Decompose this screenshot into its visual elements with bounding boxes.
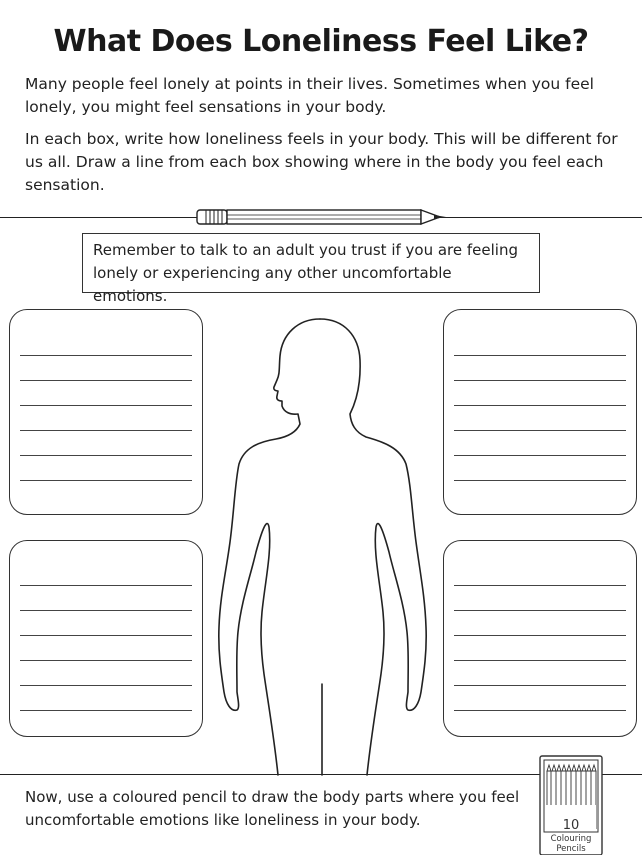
colouring-pencils-icon (539, 755, 603, 855)
intro-paragraph-1: Many people feel lonely at points in their lives. Sometimes when you feel lonely, you might feel sensations in your body. (25, 75, 594, 116)
writing-line[interactable] (20, 660, 192, 661)
writing-line[interactable] (20, 430, 192, 431)
pencil-count: 10 (562, 818, 580, 833)
writing-box-top-right[interactable] (443, 309, 637, 515)
writing-line[interactable] (454, 610, 626, 611)
writing-line[interactable] (20, 355, 192, 356)
writing-line[interactable] (454, 355, 626, 356)
writing-line[interactable] (454, 710, 626, 711)
writing-line[interactable] (20, 455, 192, 456)
writing-line[interactable] (454, 660, 626, 661)
writing-line[interactable] (454, 635, 626, 636)
writing-line[interactable] (454, 405, 626, 406)
writing-line[interactable] (454, 380, 626, 381)
writing-line[interactable] (454, 480, 626, 481)
reminder-box: Remember to talk to an adult you trust if you are feeling lonely or experiencing any other uncomfortable emotions. (82, 233, 540, 293)
writing-line[interactable] (20, 710, 192, 711)
pencil-label-1: Colouring (550, 834, 592, 844)
intro-paragraph-2: In each box, write how loneliness feels in your body. This will be different for us all. Draw a line from each box showing where in the body you feel each sensation. (25, 130, 618, 194)
pencil-icon (196, 207, 448, 227)
writing-line[interactable] (20, 585, 192, 586)
pencil-label-2: Pencils (556, 844, 586, 854)
writing-line[interactable] (454, 585, 626, 586)
writing-box-top-left[interactable] (9, 309, 203, 515)
writing-box-bottom-left[interactable] (9, 540, 203, 737)
writing-line[interactable] (454, 455, 626, 456)
footer-instruction: Now, use a coloured pencil to draw the body parts where you feel uncomfortable emotions like loneliness in your body. (25, 788, 520, 829)
writing-box-bottom-right[interactable] (443, 540, 637, 737)
writing-line[interactable] (20, 635, 192, 636)
writing-line[interactable] (454, 430, 626, 431)
writing-line[interactable] (20, 480, 192, 481)
writing-line[interactable] (20, 380, 192, 381)
writing-line[interactable] (454, 685, 626, 686)
page-title: What Does Loneliness Feel Like? (53, 24, 589, 59)
body-outline-icon[interactable] (210, 312, 435, 777)
writing-line[interactable] (20, 405, 192, 406)
writing-line[interactable] (20, 685, 192, 686)
writing-line[interactable] (20, 610, 192, 611)
